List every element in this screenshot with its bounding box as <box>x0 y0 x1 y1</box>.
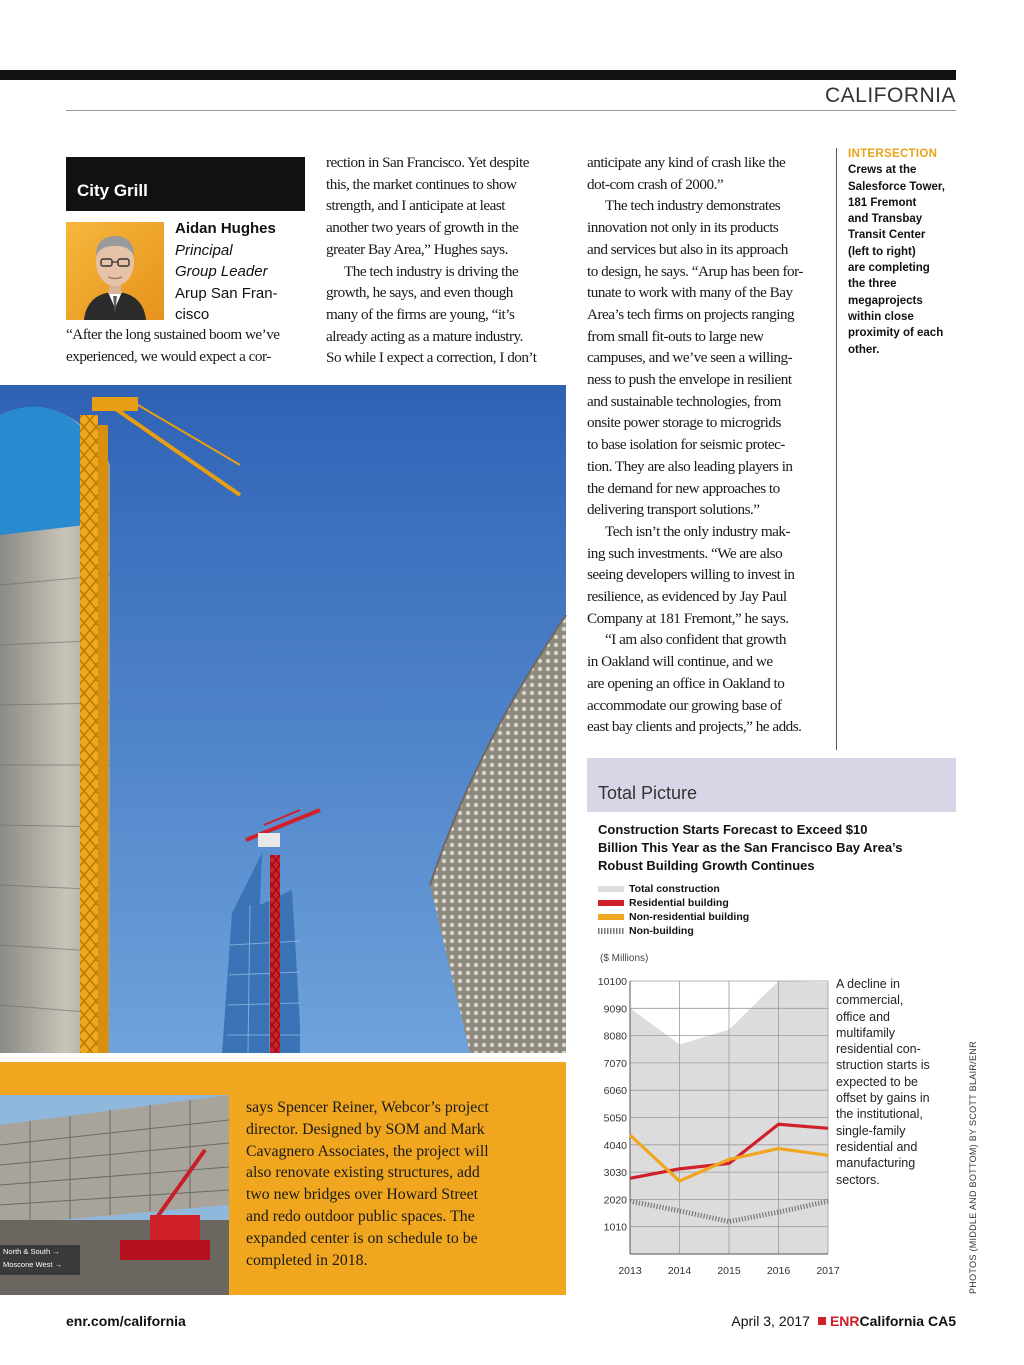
chart-legend <box>598 882 749 938</box>
construction-photo <box>0 385 566 1053</box>
article-column-2 <box>326 152 570 369</box>
chart-header <box>587 758 956 812</box>
chart-header-title: Total Picture <box>598 783 698 803</box>
y-tick-label: 7070 <box>603 1057 627 1070</box>
legend-swatch <box>598 914 624 920</box>
caption-line: Crews at the <box>848 164 917 177</box>
legend-swatch <box>598 886 624 892</box>
article-line: are opening an office in Oakland to <box>587 674 785 692</box>
caption-line: proximity of each <box>848 327 944 340</box>
article-line: from small fit-outs to large new <box>587 327 764 345</box>
legend-label: Residential building <box>629 897 729 909</box>
orange-panel-line: Cavagnero Associates, the project will <box>246 1142 489 1160</box>
chart-note-line: expected to be <box>836 1074 919 1089</box>
line-chart <box>587 968 840 1288</box>
chart-panel <box>587 758 956 1295</box>
orange-panel-line: completed in 2018. <box>246 1251 368 1269</box>
caption-line: the three <box>848 278 897 291</box>
caption-divider <box>836 148 837 750</box>
chart-note-line: multifamily <box>836 1025 896 1040</box>
y-tick-label: 6060 <box>603 1085 627 1098</box>
top-rule-bar <box>0 70 956 80</box>
article-line: dot-com crash of 2000.” <box>587 175 724 193</box>
article-line: tion. They are also leading players in <box>587 457 793 475</box>
x-tick-label: 2017 <box>816 1265 840 1277</box>
footer-url: enr.com/california <box>66 1313 186 1329</box>
article-line: and services but also in its approach <box>587 240 788 258</box>
article-line: growth, he says, and even though <box>326 284 513 302</box>
moscone-photo <box>0 1095 229 1295</box>
article-line: The tech industry is driving the <box>344 262 519 280</box>
x-tick-label: 2013 <box>618 1265 642 1277</box>
footer-folio <box>731 1313 956 1329</box>
orange-panel-line: says Spencer Reiner, Webcor’s project <box>246 1099 489 1116</box>
section-label: CALIFORNIA <box>824 84 956 107</box>
article-line: to base isolation for seismic protec- <box>587 436 785 454</box>
article-line: accommodate our growing base of <box>587 696 782 714</box>
caption-line: and Transbay <box>848 213 923 226</box>
article-line: experienced, we would expect a cor- <box>66 347 271 365</box>
chart-note-line: manufacturing <box>836 1156 916 1171</box>
bio-block <box>175 218 278 326</box>
y-tick-label: 9090 <box>603 1003 627 1016</box>
portrait-illustration <box>66 222 164 320</box>
article-line: to design, he says. “Arup has been for- <box>587 262 803 280</box>
chart-note-line: sectors. <box>836 1172 880 1187</box>
city-grill-banner <box>66 157 305 211</box>
chart-units: ($ Millions) <box>600 953 649 964</box>
legend-entry <box>598 896 749 910</box>
footer-date: April 3, 2017 <box>731 1313 810 1329</box>
y-tick-label: 4040 <box>603 1139 627 1152</box>
caption-line: megaprojects <box>848 294 923 307</box>
legend-label: Total construction <box>629 883 720 895</box>
legend-entry <box>598 910 749 924</box>
article-line: campuses, and we’ve seen a willing- <box>587 349 793 367</box>
article-line: east bay clients and projects,” he adds. <box>587 718 802 736</box>
y-tick-label: 2020 <box>603 1194 627 1207</box>
legend-entry <box>598 882 749 896</box>
chart-title <box>598 821 948 875</box>
bio-title-1: Principal <box>175 241 233 259</box>
footer-red-square <box>818 1317 826 1325</box>
article-line: “I am also confident that growth <box>605 631 786 649</box>
legend-label: Non-building <box>629 925 694 937</box>
chart-note-line: residential and <box>836 1139 918 1154</box>
article-line: seeing developers willing to invest in <box>587 566 795 584</box>
x-tick-label: 2016 <box>766 1265 791 1277</box>
chart-note-line: offset by gains in <box>836 1091 930 1106</box>
caption-line: are completing <box>848 262 930 275</box>
y-tick-label: 10100 <box>597 976 627 988</box>
footer-brand-enr: ENR <box>829 1313 860 1329</box>
y-tick-label: 5050 <box>603 1112 627 1125</box>
sign-line-1: North & South → <box>3 1247 60 1256</box>
chart-title-line: Construction Starts Forecast to Exceed $10 <box>598 822 868 837</box>
chart-note-line: single-family <box>836 1123 906 1138</box>
caption-line: 181 Fremont <box>848 196 917 209</box>
photo-credit: PHOTOS (MIDDLE AND BOTTOM) BY SCOTT BLAIR/ENR <box>968 1041 978 1294</box>
article-line: Tech isn’t the only industry mak- <box>605 522 791 540</box>
chart-note-line: A decline in <box>836 977 900 991</box>
chart-note-line: residential con- <box>836 1042 921 1057</box>
bio-name: Aidan Hughes <box>175 220 276 237</box>
article-line: already acting as a mature industry. <box>326 327 523 345</box>
article-line: tunate to work with many of the Bay <box>587 284 793 302</box>
legend-swatch <box>598 900 624 906</box>
article-line: ness to push the envelope in resilient <box>587 371 792 389</box>
bio-company-1: Arup San Fran- <box>175 284 278 302</box>
article-line: in Oakland will continue, and we <box>587 653 773 671</box>
article-line: So while I expect a correction, I don’t <box>326 349 537 367</box>
orange-panel-line: also renovate existing structures, add <box>246 1164 480 1182</box>
chart-note-line: office and <box>836 1009 890 1024</box>
legend-entry <box>598 924 749 938</box>
article-line: greater Bay Area,” Hughes says. <box>326 240 508 258</box>
caption-line: Transit Center <box>848 229 926 242</box>
chart-note-line: commercial, <box>836 993 904 1008</box>
article-line: Company at 181 Fremont,” he says. <box>587 609 789 627</box>
moscone-photo-illustration <box>0 1095 229 1295</box>
caption-line: within close <box>848 310 914 323</box>
chart-note-line: struction starts is <box>836 1058 930 1073</box>
article-line: and sustainable technologies, from <box>587 392 781 410</box>
bio-title-2: Group Leader <box>175 263 268 280</box>
article-line: anticipate any kind of crash like the <box>587 154 786 171</box>
article-line: this, the market continues to show <box>326 175 517 193</box>
caption-line: (left to right) <box>848 245 916 258</box>
y-tick-label: 1010 <box>603 1221 627 1234</box>
article-line: “After the long sustained boom we’ve <box>66 326 280 343</box>
article-column-1 <box>66 324 306 367</box>
city-grill-title: City Grill <box>77 181 148 200</box>
x-tick-label: 2014 <box>667 1265 692 1277</box>
photo-caption <box>848 146 960 358</box>
caption-label: INTERSECTION <box>848 148 938 160</box>
article-line: Area’s tech firms on projects ranging <box>587 305 795 323</box>
article-line: ing such investments. “We are also <box>587 544 783 562</box>
bio-company-2: cisco <box>175 306 210 323</box>
legend-label: Non-residential building <box>629 911 750 923</box>
header-rule <box>66 110 956 111</box>
caption-line: other. <box>848 343 880 356</box>
y-tick-label: 8080 <box>603 1030 627 1043</box>
chart-note-line: the institutional, <box>836 1107 923 1122</box>
chart-title-line: Billion This Year as the San Francisco Bay Area’s <box>598 840 903 855</box>
orange-panel-line: and redo outdoor public spaces. The <box>246 1207 475 1225</box>
article-column-3 <box>587 152 831 738</box>
article-line: resilience, as evidenced by Jay Paul <box>587 588 787 606</box>
article-line: The tech industry demonstrates <box>605 197 781 215</box>
orange-panel-line: director. Designed by SOM and Mark <box>246 1120 485 1138</box>
article-line: innovation not only in its products <box>587 219 779 237</box>
orange-panel-text <box>246 1097 546 1271</box>
portrait-photo <box>66 222 164 320</box>
y-tick-label: 3030 <box>603 1167 627 1180</box>
x-tick-label: 2015 <box>717 1265 741 1277</box>
article-line: many of the firms are young, “it’s <box>326 305 515 323</box>
sign-line-2: Moscone West → <box>3 1260 63 1269</box>
article-line: rection in San Francisco. Yet despite <box>326 154 529 171</box>
orange-panel-line: two new bridges over Howard Street <box>246 1186 479 1204</box>
construction-photo-illustration <box>0 385 566 1053</box>
article-line: the demand for new approaches to <box>587 479 780 497</box>
article-line: onsite power storage to microgrids <box>587 414 781 432</box>
orange-panel-line: expanded center is on schedule to be <box>246 1229 478 1247</box>
chart-note <box>836 976 948 1188</box>
footer-brand-rest: California CA5 <box>859 1313 956 1329</box>
chart-title-line: Robust Building Growth Continues <box>598 858 815 873</box>
legend-swatch <box>598 928 624 934</box>
article-line: strength, and I anticipate at least <box>326 197 506 215</box>
article-line: delivering transport solutions.” <box>587 501 760 519</box>
caption-line: Salesforce Tower, <box>848 180 945 193</box>
article-line: another two years of growth in the <box>326 219 519 237</box>
caption-text <box>848 162 960 358</box>
